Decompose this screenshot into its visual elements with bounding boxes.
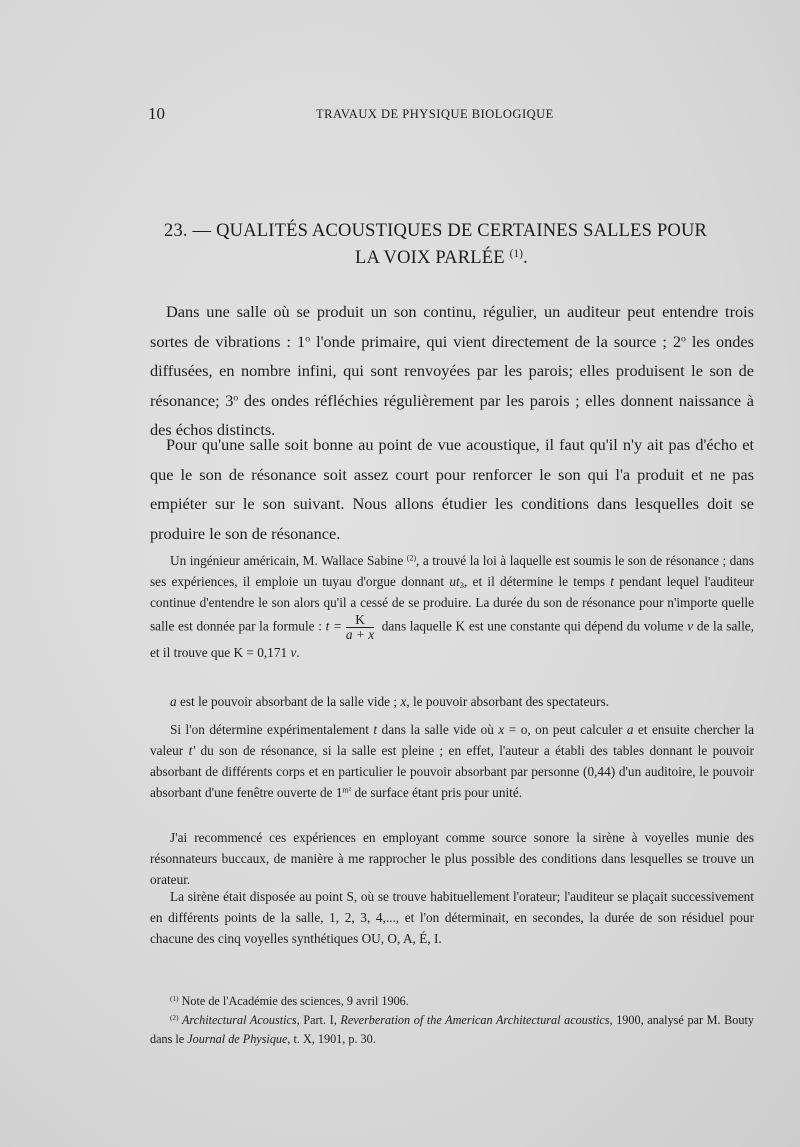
page-number: 10: [148, 104, 165, 123]
s3-text-f: de surface étant pris pour unité.: [351, 785, 523, 800]
footnote-ref-2[interactable]: (2): [406, 553, 417, 563]
s1-text-b: , a trouvé la loi à laquelle est soumis le son de résonance ; dans ses expériences, il emploie un tuyau d'orgue donnant: [150, 553, 754, 589]
p1-text-b: l'onde primaire, qui vient directement de la source ; 2: [310, 331, 681, 351]
s3-var-tprime: t': [188, 743, 196, 758]
s1-var-v: v: [687, 618, 694, 634]
s1-text-f: de la salle, et il trouve que K = 0,171: [150, 618, 754, 660]
section-title-period: .: [523, 248, 528, 268]
p1-ordinal-2: o: [681, 333, 686, 345]
s2-var-x: x: [400, 694, 407, 709]
small-paragraph-5: La sirène était disposée au point S, où se trouve habituellement l'orateur; l'auditeur se plaçait successivement en différents points de la salle, 1, 2, 3, 4,..., et l'on déterminait, en secondes, la durée de son résiduel pour chacune des cinq voyelles synthétiques OU, O, A, É, I.: [150, 889, 754, 946]
footnote-1-text: Note de l'Académie des sciences, 9 avril 1906.: [178, 994, 409, 1008]
p1-text-a: Dans une salle où se produit un son continu, régulier, un auditeur peut entendre trois sortes de vibrations : 1: [150, 302, 754, 351]
s3-var-t: t: [373, 722, 378, 737]
footnote-2-text-d: , 1900, analysé par M. Bouty dans le: [150, 1013, 754, 1046]
s3-var-a: a: [626, 722, 634, 737]
s1-var-v2: v: [290, 645, 297, 660]
footnote-2-book-title: Architectural Acoustics: [178, 1013, 297, 1027]
s1-note-var: ut: [449, 574, 460, 589]
footnote-1-marker: (1): [170, 993, 179, 1003]
section-title-line2: [164, 245, 730, 272]
s1-text-d: pendant lequel l'auditeur continue d'entendre le son alors qu'il a cessé de se produire. La durée du son de résonance pour n'importe quelle salle est donnée par la formule :: [150, 574, 754, 634]
s3-unit-sup: m²: [342, 785, 352, 795]
footnote-2-text-b: , Part. I,: [296, 1013, 341, 1027]
s3-text-d: et ensuite chercher la valeur: [150, 722, 754, 758]
s3-text-b: dans la salle vide où: [377, 722, 499, 737]
footnote-2-text-f: , t. X, 1901, p. 30.: [287, 1032, 376, 1046]
footnote-2-marker: (2): [170, 1012, 179, 1022]
formula-denominator: a + x: [345, 627, 375, 642]
small-paragraph-3: [150, 719, 754, 803]
running-title: TRAVAUX DE PHYSIQUE BIOLOGIQUE: [316, 107, 554, 121]
footnote-1: [150, 992, 754, 1011]
s3-text-e: du son de résonance, si la salle est pleine ; en effet, l'auteur a établi des tables donnant le pouvoir absorbant de différents corps et en particulier le pouvoir absorbant par personne (0,44) d'un auditoire, le pouvoir absorbant d'une fenêtre ouverte de 1: [150, 743, 754, 800]
s1-text-e: dans laquelle K est une constante qui dépend du volume: [378, 618, 688, 634]
paragraph-2: Pour qu'une salle soit bonne au point de vue acoustique, il faut qu'il n'y ait pas d'écho et que le son de résonance soit assez court pour renforcer le son qui l'a produit et ne pas empiéter sur le son suivant. Nous allons étudier les conditions dans lesquelles doit se produire le son de résonance.: [150, 435, 754, 543]
s2-text-b: , le pouvoir absorbant des spectateurs.: [406, 694, 610, 709]
formula-fraction: [346, 613, 374, 642]
s1-text-c: , et il détermine le temps: [463, 574, 611, 589]
page-header: [148, 104, 748, 128]
small-paragraph-1: [150, 550, 754, 663]
s3-var-x: x: [498, 722, 505, 737]
s2-var-a: a: [170, 694, 177, 709]
formula-lhs: t =: [325, 618, 342, 634]
footnote-2-journal: Journal de Physique: [187, 1032, 288, 1046]
s3-text-c: = o, on peut calculer: [504, 722, 627, 737]
small-paragraph-4: J'ai recommencé ces expériences en employant comme source sonore la sirène à voyelles munie des résonnateurs buccaux, de manière à me rapprocher le plus possible des conditions dans lesquelles se trouve un orateur.: [150, 830, 754, 887]
paragraph-1: [150, 297, 754, 445]
formula-numerator: K: [346, 613, 374, 628]
s1-var-t: t: [610, 574, 614, 589]
p1-text-c: les ondes diffusées, en nombre infini, qui sont renvoyées par les parois; elles produisent le son de résonance; 3: [150, 331, 754, 410]
p1-ordinal-1: o: [305, 333, 311, 345]
footnote-2: [150, 1011, 754, 1049]
footnote-ref-1[interactable]: (1): [509, 247, 524, 260]
section-title-line2-text: LA VOIX PARLÉE: [355, 248, 505, 268]
small-paragraph-2: [150, 691, 754, 712]
p1-text-d: des ondes réfléchies régulièrement par les parois ; elles donnent naissance à des échos distincts.: [150, 390, 754, 439]
footnote-2-part-title: Reverberation of the American Architectural acoustics: [340, 1013, 610, 1027]
s3-text-a: Si l'on détermine expérimentalement: [170, 722, 374, 737]
section-title: [164, 218, 730, 272]
s2-text-a: est le pouvoir absorbant de la salle vide ;: [176, 694, 401, 709]
s1-text-g: .: [296, 645, 300, 660]
p1-ordinal-3: o: [233, 392, 239, 404]
s1-note-sub: 3: [459, 580, 464, 591]
section-title-line1: 23. — QUALITÉS ACOUSTIQUES DE CERTAINES SALLES POUR: [164, 221, 708, 241]
s1-text-a: Un ingénieur américain, M. Wallace Sabine: [170, 553, 407, 568]
